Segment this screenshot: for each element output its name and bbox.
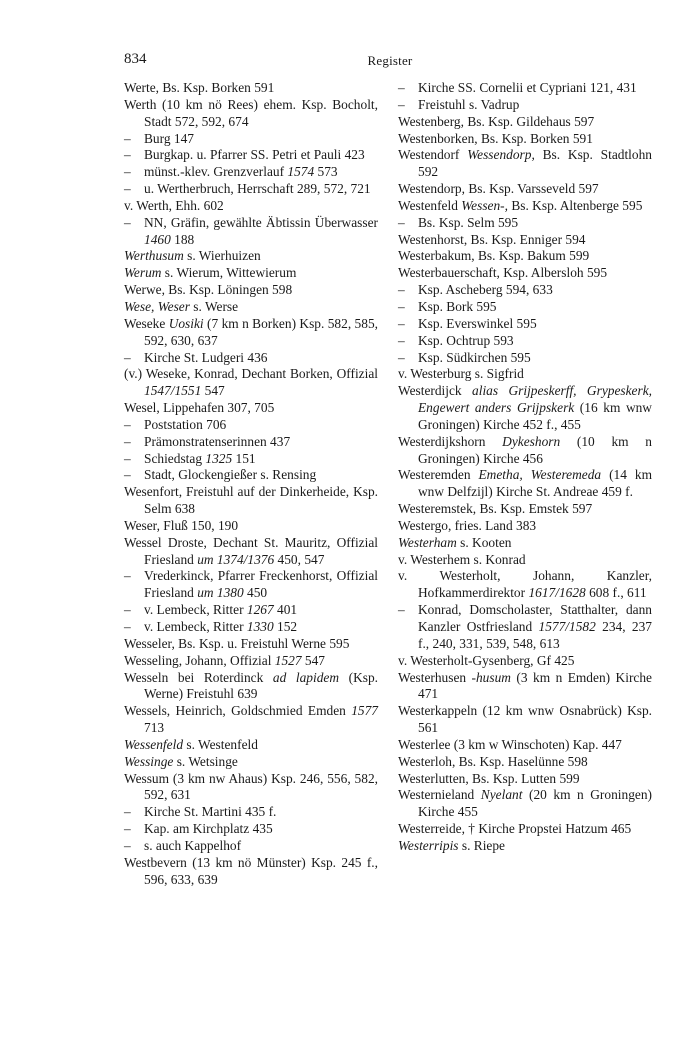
index-entry [398,754,652,771]
entry-text: Wessels, Heinrich, Goldschmied Emden [124,703,352,719]
page-number: 834 [124,51,147,67]
entry-text: Westerreide, † Kirche Propstei Hatzum 465 [398,821,632,837]
index-subentry [398,350,652,367]
entry-text: 573 [314,164,338,180]
index-entry [124,855,378,889]
index-entry [124,282,378,299]
index-subentry [124,451,378,468]
subentry-dash: – [124,433,131,449]
entry-text: (v.) Weseke, Konrad, Dechant Borken, Offizial [124,366,378,382]
index-subentry [124,821,378,838]
entry-italic-text: 1617/1628 [528,585,586,601]
entry-text: v. Lembeck, Ritter [144,602,247,618]
entry-text: (10 km n Groningen) Kirche 456 [418,433,652,466]
index-subentry [398,97,652,114]
subentry-dash: – [124,467,131,483]
entry-text: s. Wierhuizen [183,248,261,264]
index-entry [398,552,652,569]
entry-text: Westendorf [398,147,468,163]
entry-italic-text: Dykeshorn [502,433,561,449]
entry-text: Wessum (3 km nw Ahaus) Ksp. 246, 556, 582, 592, 631 [124,770,378,803]
subentry-dash: – [398,96,405,112]
index-entry [124,670,378,704]
subentry-dash: – [124,214,131,230]
index-subentry [398,282,652,299]
index-entry [124,299,378,316]
subentry-dash: – [398,315,405,331]
entry-text: 188 [170,231,195,247]
index-subentry [124,131,378,148]
subentry-dash: – [398,214,405,230]
index-entry [124,400,378,417]
subentry-dash: – [124,837,131,853]
entry-italic-text: um 1380 [197,585,244,601]
index-entry [124,97,378,131]
index-entry [398,703,652,737]
index-subentry [398,333,652,350]
entry-text: Westendorp, Bs. Ksp. Varsseveld 597 [398,181,599,197]
entry-text: 547 [301,652,325,668]
index-entry [398,771,652,788]
index-entry [124,366,378,400]
index-entry [124,771,378,805]
index-subentry [124,215,378,249]
entry-text: Westbevern (13 km nö Münster) Ksp. 245 f., 596, 633, 639 [124,854,378,887]
subentry-dash: – [124,416,131,432]
index-column-left [124,80,378,889]
entry-italic-text: Wessen-, [461,197,508,213]
index-entry [124,703,378,737]
index-entry [398,131,652,148]
entry-italic-text: Westerham [398,534,457,550]
entry-text: Westerloh, Bs. Ksp. Haselünne 598 [398,753,588,769]
entry-text: 713 [144,720,165,736]
entry-italic-text: Nyelant [480,787,523,803]
index-entry [124,198,378,215]
entry-italic-text: Werthusum [124,248,184,264]
index-subentry [124,602,378,619]
index-entry [398,383,652,434]
subentry-dash: – [124,450,131,466]
subentry-dash: – [398,349,405,365]
index-entry [398,434,652,468]
index-entry [124,518,378,535]
entry-text: Werwe, Bs. Ksp. Löningen 598 [124,282,293,298]
entry-text: Westerdijck [398,383,473,399]
entry-text: v. Westerburg s. Sigfrid [398,366,524,382]
index-entry [124,484,378,518]
index-entry [398,535,652,552]
entry-text: s. Wierum, Wittewierum [161,265,297,281]
index-entry [398,501,652,518]
subentry-dash: – [398,282,405,298]
subentry-dash: – [124,130,131,146]
index-entry [398,467,652,501]
index-entry [398,518,652,535]
subentry-dash: – [124,568,131,584]
index-subentry [124,147,378,164]
index-subentry [124,417,378,434]
entry-text: Bs. Ksp. Selm 595 [418,214,519,230]
entry-text: 234, 237 f., 240, 331, 539, 548, 613 [418,619,652,651]
entry-text: Prämonstratenserinnen 437 [144,433,291,449]
entry-text: Burgkap. u. Pfarrer SS. Petri et Pauli 423 [144,147,365,163]
entry-text: s. Wetsinge [173,753,238,769]
index-entry [124,636,378,653]
entry-text: Weseke [124,315,169,331]
index-entry [398,366,652,383]
index-entry [398,114,652,131]
entry-text: Ksp. Ochtrup 593 [418,332,514,348]
entry-text: Westenhorst, Bs. Ksp. Enniger 594 [398,231,586,247]
entry-text: Westeremstek, Bs. Ksp. Emstek 597 [398,501,593,517]
index-entry [124,737,378,754]
entry-text: Ksp. Bork 595 [418,298,497,314]
entry-text: v. Westerhem s. Konrad [398,551,526,567]
entry-italic-text: 1574 [287,164,315,180]
entry-text: s. auch Kappelhof [144,837,242,853]
subentry-dash: – [124,164,131,180]
entry-text: 401 [273,602,298,618]
index-entry [124,80,378,97]
entry-text: 547 [201,383,225,399]
entry-text: 450, 547 [274,551,325,567]
entry-italic-text: 1547/1551 [144,383,202,399]
entry-text: Westerbauerschaft, Ksp. Albersloh 595 [398,265,608,281]
entry-text: Westerdijkshorn [398,433,503,449]
subentry-dash: – [398,602,405,618]
entry-italic-text: Wessinge [124,753,174,769]
subentry-dash: – [124,619,131,634]
entry-text: s. Werse [189,298,239,314]
entry-text: münst.-klev. Grenzverlauf [144,164,288,180]
index-entry [398,147,652,181]
subentry-dash: – [124,821,131,837]
running-head: Register [367,53,413,68]
entry-text: Ksp. Everswinkel 595 [418,315,537,331]
entry-italic-text: Uosiki [168,315,204,331]
index-column-right [398,80,652,855]
entry-italic-text: alias Grijpeskerff, Grypeskerk, Engewert anders Grijpskerk [418,383,652,416]
entry-text: Westerlutten, Bs. Ksp. Lutten 599 [398,770,580,786]
index-subentry [398,316,652,333]
entry-text: Westenborken, Bs. Ksp. Borken 591 [398,130,593,146]
entry-italic-text: Wessenfeld [124,736,184,752]
entry-italic-text: Werum [124,265,162,281]
index-entry [398,670,652,704]
entry-text: v. Westerholt, Johann, Kanzler, Hofkammerdirektor [398,568,652,601]
index-entry [124,754,378,771]
index-entry [124,653,378,670]
entry-text: Westerlee (3 km w Winschoten) Kap. 447 [398,736,622,752]
entry-text: Werth (10 km nö Rees) ehem. Ksp. Bocholt, Stadt 572, 592, 674 [124,96,378,129]
entry-text: 151 [232,450,256,466]
entry-text: Westerbakum, Bs. Ksp. Bakum 599 [398,248,590,264]
index-subentry [124,804,378,821]
entry-italic-text: 1330 [246,619,274,634]
entry-text: v. Westerholt-Gysenberg, Gf 425 [398,652,575,668]
entry-italic-text: 1460 [144,231,171,247]
index-entry [398,181,652,198]
index-subentry [124,467,378,484]
entry-text: Westeremden [398,467,479,483]
subentry-dash: – [124,181,131,197]
subentry-dash: – [124,804,131,820]
subentry-dash: – [124,602,131,618]
entry-text: Wessel Droste, Dechant St. Mauritz, Offizial Friesland [124,534,378,567]
index-entry [398,248,652,265]
entry-text: 450 [243,585,268,601]
entry-text: Kirche SS. Cornelii et Cypriani 121, 431 [418,80,637,95]
entry-text: Wesenfort, Freistuhl auf der Dinkerheide, Ksp. Selm 638 [124,484,378,517]
entry-italic-text: 1267 [246,602,274,618]
index-subentry [124,568,378,602]
entry-text: s. Riepe [458,837,506,853]
entry-italic-text: 1577/1582 [538,619,596,634]
entry-text: (14 km wnw Delfzijl) Kirche St. Andreae 459 f. [418,467,652,500]
subentry-dash: – [124,147,131,163]
entry-text: Burg 147 [144,130,194,146]
entry-text: Weser, Fluß 150, 190 [124,517,239,533]
entry-text: Wesseling, Johann, Offizial [124,652,275,668]
subentry-dash: – [398,298,405,314]
subentry-dash: – [398,332,405,348]
index-entry [398,787,652,821]
subentry-dash: – [398,80,405,95]
entry-text: Vrederkinck, Pfarrer Freckenhorst, Offizial Friesland [144,568,378,601]
entry-text: Wesel, Lippehafen 307, 705 [124,400,275,416]
entry-text: Kap. am Kirchplatz 435 [144,821,273,837]
entry-text: Kirche St. Ludgeri 436 [144,349,268,365]
index-subentry [124,838,378,855]
index-entry [398,838,652,855]
entry-italic-text: Wessendorp, [467,147,535,163]
entry-text: (16 km wnw Groningen) Kirche 452 f., 455 [418,400,652,432]
index-subentry [124,164,378,181]
entry-italic-text: um 1374/1376 [197,551,275,567]
entry-italic-text: Emetha, Westeremeda [478,467,602,483]
entry-text: s. Westenfeld [183,736,258,752]
entry-text: v. Lembeck, Ritter [144,619,247,634]
index-subentry [398,299,652,316]
entry-text: s. Kooten [456,534,512,550]
index-entry [398,737,652,754]
entry-text: Westernieland [398,787,481,803]
entry-text: Bs. Ksp. Stadtlohn 592 [418,147,652,180]
entry-text: Konrad, Domscholaster, Statthalter, dann Kanzler Ostfriesland [418,602,652,634]
entry-text: Wesseler, Bs. Ksp. u. Freistuhl Werne 595 [124,635,350,651]
entry-text: 152 [273,619,298,634]
entry-italic-text: 1325 [205,450,233,466]
entry-text: Poststation 706 [144,416,227,432]
entry-text: Westerkappeln (12 km wnw Osnabrück) Ksp. 561 [398,703,652,736]
index-subentry [124,619,378,636]
index-entry [124,248,378,265]
entry-text: Westerhusen [398,669,472,685]
index-subentry [124,350,378,367]
index-entry [398,198,652,215]
entry-text: (3 km n Emden) Kirche 471 [418,669,652,702]
entry-text: Westenberg, Bs. Ksp. Gildehaus 597 [398,113,595,129]
index-subentry [398,80,652,97]
index-subentry [124,434,378,451]
index-subentry [398,602,652,653]
index-subentry [398,215,652,232]
entry-text: (7 km n Borken) Ksp. 582, 585, 592, 630, 637 [144,315,378,348]
index-entry [124,265,378,282]
entry-text: Westenfeld [398,197,462,213]
entry-text: (Ksp. Werne) Freistuhl 639 [144,669,378,702]
index-subentry [124,181,378,198]
entry-text: Freistuhl s. Vadrup [418,96,520,112]
index-entry [124,535,378,569]
index-entry [398,265,652,282]
entry-italic-text: Wese, Weser [124,298,190,314]
index-entry [398,232,652,249]
entry-italic-text: 1577 [351,703,378,719]
entry-italic-text: Westerripis [398,837,459,853]
subentry-dash: – [124,349,131,365]
entry-text: Schiedstag [144,450,206,466]
entry-text: Westergo, fries. Land 383 [398,517,537,533]
entry-text: Wesseln bei Roterdinck [124,669,273,685]
index-entry [398,653,652,670]
entry-italic-text: -husum [471,669,511,685]
entry-text: Stadt, Glockengießer s. Rensing [144,467,317,483]
entry-text: Bs. Ksp. Altenberge 595 [508,197,643,213]
entry-text: Werte, Bs. Ksp. Borken 591 [124,80,275,95]
entry-text: NN, Gräfin, gewählte Äbtissin Überwasser [144,214,378,230]
entry-text: 608 f., 611 [585,585,647,601]
entry-text: Ksp. Südkirchen 595 [418,349,531,365]
index-entry [398,821,652,838]
entry-italic-text: 1527 [274,652,302,668]
entry-text: Kirche St. Martini 435 f. [144,804,277,820]
entry-text: u. Wertherbruch, Herrschaft 289, 572, 721 [144,181,371,197]
entry-text: (20 km n Groningen) Kirche 455 [418,787,652,820]
entry-text: Ksp. Ascheberg 594, 633 [418,282,553,298]
entry-text: v. Werth, Ehh. 602 [124,197,224,213]
index-entry [124,316,378,350]
entry-italic-text: ad lapidem [272,669,340,685]
index-entry [398,568,652,602]
